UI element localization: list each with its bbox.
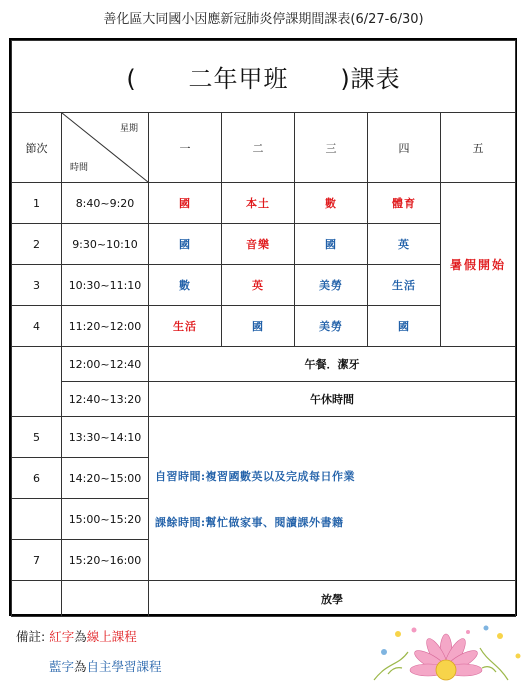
table-row: [12, 382, 516, 417]
table-row: [12, 306, 516, 347]
period-time: 8:40~9:20: [62, 183, 149, 224]
period-time: 9:30~10:10: [62, 224, 149, 265]
legend-connector: 為: [74, 629, 87, 644]
period-number: 7: [12, 540, 62, 581]
period-number: 6: [12, 458, 62, 499]
legend-notes: [16, 624, 162, 684]
lunch-cell: 午餐．潔牙: [149, 347, 516, 382]
subject-cell: 體育: [368, 183, 441, 224]
period-number: 3: [12, 265, 62, 306]
timetable-frame: [9, 38, 517, 616]
table-row: [12, 417, 516, 458]
day-header-wed: 三: [295, 113, 368, 183]
legend-row-self: [16, 654, 162, 684]
subject-cell: 國: [149, 224, 222, 265]
subject-cell: 數: [295, 183, 368, 224]
friday-cell: [441, 183, 516, 347]
period-time: 15:00~15:20: [62, 499, 149, 540]
day-header-fri: 五: [441, 113, 516, 183]
period-header-label: 節次: [25, 141, 48, 155]
subject-cell: 國: [222, 306, 295, 347]
nap-time: 12:40~13:20: [62, 382, 149, 417]
class-title-cell: [12, 41, 516, 113]
period-header: [12, 113, 62, 183]
lunch-time: 12:00~12:40: [62, 347, 149, 382]
self-study-cell: [149, 417, 516, 581]
flower-decoration: [368, 622, 527, 683]
self-learning-label: 自主學習課程: [86, 659, 162, 674]
break-period-cell: [12, 347, 62, 417]
period-time: 11:20~12:00: [62, 306, 149, 347]
subject-cell: 生活: [368, 265, 441, 306]
day-header-thu: 四: [368, 113, 441, 183]
subject-cell: 英: [368, 224, 441, 265]
day-time-header: [62, 113, 149, 183]
subject-cell: 數: [149, 265, 222, 306]
period-number: [12, 499, 62, 540]
period-number: 5: [12, 417, 62, 458]
dismissal-time-cell: [62, 581, 149, 617]
period-time: 15:20~16:00: [62, 540, 149, 581]
notes-label: 備註:: [16, 629, 46, 644]
table-row: [12, 183, 516, 224]
table-row: [12, 265, 516, 306]
timetable: [11, 40, 516, 617]
time-label: 時間: [70, 163, 89, 173]
subject-cell: 英: [222, 265, 295, 306]
subject-cell: 國: [295, 224, 368, 265]
red-text-key: 紅字: [49, 629, 75, 644]
subject-cell: 國: [368, 306, 441, 347]
day-header-tue: 二: [222, 113, 295, 183]
table-row: [12, 347, 516, 382]
self-study-line: 自習時間:複習國數英以及完成每日作業: [155, 469, 356, 483]
table-row: [12, 224, 516, 265]
legend-connector: 為: [74, 659, 87, 674]
dismissal-cell: 放學: [149, 581, 516, 617]
weekday-label: 星期: [119, 124, 138, 134]
subject-cell: 美勞: [295, 265, 368, 306]
summer-vacation-note: 暑假開始: [450, 258, 507, 272]
legend-row-online: [16, 624, 162, 654]
day-header-mon: 一: [149, 113, 222, 183]
class-title: ( 二年甲班 )課表: [126, 65, 401, 93]
period-time: 10:30~11:10: [62, 265, 149, 306]
subject-cell: 本土: [222, 183, 295, 224]
subject-cell: 生活: [149, 306, 222, 347]
subject-cell: 音樂: [222, 224, 295, 265]
period-number: 2: [12, 224, 62, 265]
period-number: 1: [12, 183, 62, 224]
free-time-line: 課餘時間:幫忙做家事、閱讀課外書籍: [155, 515, 344, 529]
blue-text-key: 藍字: [49, 659, 75, 674]
subject-cell: 美勞: [295, 306, 368, 347]
period-number: 4: [12, 306, 62, 347]
subject-cell: 國: [149, 183, 222, 224]
table-row: [12, 581, 516, 617]
period-time: 14:20~15:00: [62, 458, 149, 499]
nap-cell: 午休時間: [149, 382, 516, 417]
document-title: 善化區大同國小因應新冠肺炎停課期間課表(6/27-6/30): [103, 12, 424, 27]
online-course-label: 線上課程: [86, 629, 137, 644]
dismissal-period-cell: [12, 581, 62, 617]
period-time: 13:30~14:10: [62, 417, 149, 458]
